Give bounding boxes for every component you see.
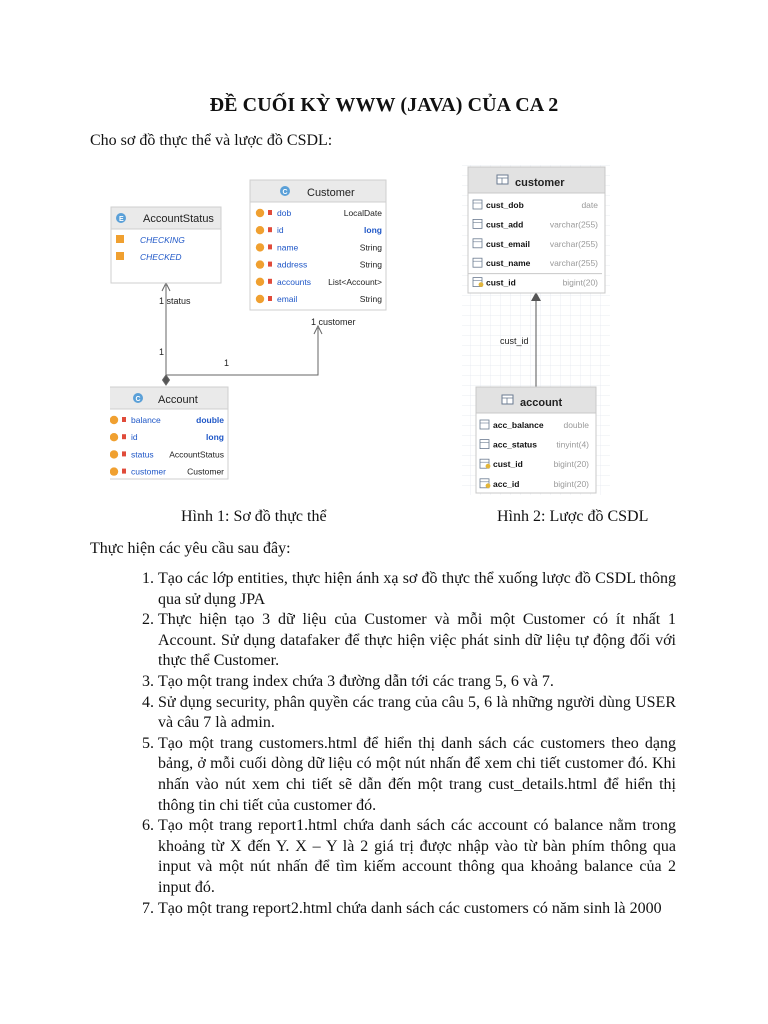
field-icon: [110, 433, 118, 441]
column-name: acc_balance: [493, 420, 544, 430]
field-icon: [256, 260, 264, 268]
column-row: [480, 420, 589, 430]
field-name: id: [131, 432, 138, 443]
field-name: address: [277, 259, 308, 270]
requirement-item: 5. Tạo một trang customers.html để hiển thị danh sách các customers theo dạng bảng, ở mỗi cuối dòng dữ liệu có một nút nhấn để xem chi tiết customer đó. Khi nhấn vào nút xem chi tiết sẽ dẫn đến một trang cust_details.html để hiển thị thông tin chi tiết của customer đó.: [158, 734, 676, 816]
svg-text:CHECKED: CHECKED: [140, 252, 182, 262]
field-icon: [110, 450, 118, 458]
svg-text:CHECKING: CHECKING: [140, 235, 185, 245]
requirement-item: 6. Tạo một trang report1.html chứa danh sách các account có balance nằm trong khoảng từ X đến Y. X – Y là 2 giá trị được nhập vào từ bàn phím thông qua input và một nút nhấn để tìm kiếm account thông qua khoảng balance của 2 input đó.: [158, 816, 676, 898]
field-icon: [256, 209, 264, 217]
field-type: Customer: [187, 466, 224, 477]
key-icon: [486, 483, 491, 488]
private-lock-icon: [268, 296, 272, 301]
field-type: String: [359, 242, 382, 253]
private-lock-icon: [268, 244, 272, 249]
requirements-lead: Thực hiện các yêu cầu sau đây:: [90, 540, 291, 557]
class-name: Customer: [307, 187, 355, 199]
field-name: accounts: [277, 276, 312, 287]
private-lock-icon: [122, 434, 126, 439]
private-lock-icon: [122, 417, 126, 422]
column-name: cust_add: [486, 219, 524, 230]
field-name: status: [131, 449, 154, 460]
column-icon: [473, 200, 482, 209]
column-name: cust_dob: [486, 200, 524, 210]
column-name: cust_id: [493, 459, 523, 470]
column-icon: [473, 219, 482, 228]
table-icon: [497, 175, 508, 184]
field-type: long: [364, 225, 382, 236]
requirement-item: 7. Tạo một trang report2.html chứa danh sách các customers có năm sinh là 2000: [158, 899, 676, 920]
column-icon: [473, 239, 482, 248]
key-icon: [486, 464, 491, 469]
requirement-item: 4. Sử dụng security, phân quyền các trang của câu 5, 6 là những người dùng USER và câu 7 là admin.: [158, 693, 676, 734]
class-account: [110, 387, 228, 479]
figures: [110, 165, 620, 500]
column-type: bigint(20): [553, 478, 589, 489]
column-type: varchar(255): [549, 219, 598, 230]
table-customer: [468, 167, 605, 293]
table-account: [476, 387, 596, 493]
class-customer: [250, 180, 386, 310]
figure-caption-1: Hình 1: Sơ đồ thực thể: [181, 508, 327, 525]
private-lock-icon: [268, 227, 272, 232]
customer-multiplicity: 1 customer: [311, 317, 356, 327]
fk-label: cust_id: [500, 336, 529, 346]
column-type: bigint(20): [553, 459, 589, 470]
column-icon: [473, 258, 482, 267]
page-title: ĐỀ CUỐI KỲ WWW (JAVA) CỦA CA 2: [209, 94, 559, 116]
requirement-item: 2. Thực hiện tạo 3 dữ liệu của Customer và mỗi một Customer có ít nhất 1 Account. Sử dụng datafaker để thực hiện việc phát sinh dữ liệu tự động đối với thực thể Customer.: [158, 610, 676, 672]
field-name: dob: [277, 208, 292, 218]
key-icon: [479, 282, 484, 287]
field-type: String: [359, 259, 382, 270]
status-multiplicity: 1 status: [159, 296, 191, 306]
class-name: Account: [158, 394, 198, 406]
column-type: date: [581, 200, 598, 210]
class-name: AccountStatus: [143, 213, 214, 225]
field-icon: [110, 416, 118, 424]
private-lock-icon: [268, 279, 272, 284]
class-accountstatus: [111, 207, 221, 283]
field-type: long: [206, 432, 224, 443]
svg-text:C: C: [135, 396, 141, 403]
field-type: double: [196, 415, 224, 425]
field-name: balance: [131, 415, 161, 425]
column-icon: [480, 440, 489, 449]
multiplicity-one-left: 1: [159, 347, 165, 357]
field-type: LocalDate: [343, 208, 382, 218]
column-type: varchar(255): [549, 258, 598, 269]
field-icon: [256, 226, 264, 234]
field-name: customer: [131, 466, 166, 477]
table-name: account: [520, 397, 563, 409]
private-lock-icon: [122, 469, 126, 474]
svg-text:C: C: [282, 189, 288, 196]
field-icon: [256, 243, 264, 251]
requirement-item: 1. Tạo các lớp entities, thực hiện ánh xạ sơ đồ thực thể xuống lược đồ CSDL thông qua sử dụng JPA: [158, 569, 676, 610]
column-type: double: [563, 420, 589, 430]
field-name: id: [277, 225, 284, 236]
field-icon: [256, 295, 264, 303]
field-type: List<Account>: [328, 276, 382, 287]
column-type: tinyint(4): [556, 439, 589, 450]
private-lock-icon: [268, 262, 272, 267]
field-icon: [256, 278, 264, 286]
field-type: AccountStatus: [169, 449, 224, 460]
private-lock-icon: [122, 451, 126, 456]
column-name: cust_id: [486, 277, 516, 288]
column-name: cust_email: [486, 238, 530, 249]
table-icon: [502, 395, 513, 404]
private-lock-icon: [268, 210, 272, 215]
column-name: acc_status: [493, 439, 537, 450]
column-row: [480, 440, 589, 450]
svg-text:E: E: [119, 216, 124, 223]
table-name: customer: [515, 177, 565, 189]
field-type: String: [359, 294, 382, 304]
requirements-list: [90, 569, 676, 919]
multiplicity-one-right: 1: [224, 358, 230, 368]
field-name: name: [277, 242, 299, 253]
column-name: acc_id: [493, 478, 520, 489]
figure-caption-2: Hình 2: Lược đồ CSDL: [497, 508, 649, 525]
db-diagram: [462, 165, 610, 495]
intro-text: Cho sơ đồ thực thể và lược đồ CSDL:: [90, 132, 333, 149]
class-diagram: [110, 165, 388, 495]
field-icon: [110, 467, 118, 475]
requirement-item: 3. Tạo một trang index chứa 3 đường dẫn tới các trang 5, 6 và 7.: [158, 672, 676, 693]
diagrams-svg: [110, 165, 620, 500]
column-name: cust_name: [486, 258, 531, 269]
column-icon: [480, 420, 489, 429]
column-type: varchar(255): [549, 238, 598, 249]
field-name: email: [277, 294, 298, 304]
column-type: bigint(20): [562, 277, 598, 288]
